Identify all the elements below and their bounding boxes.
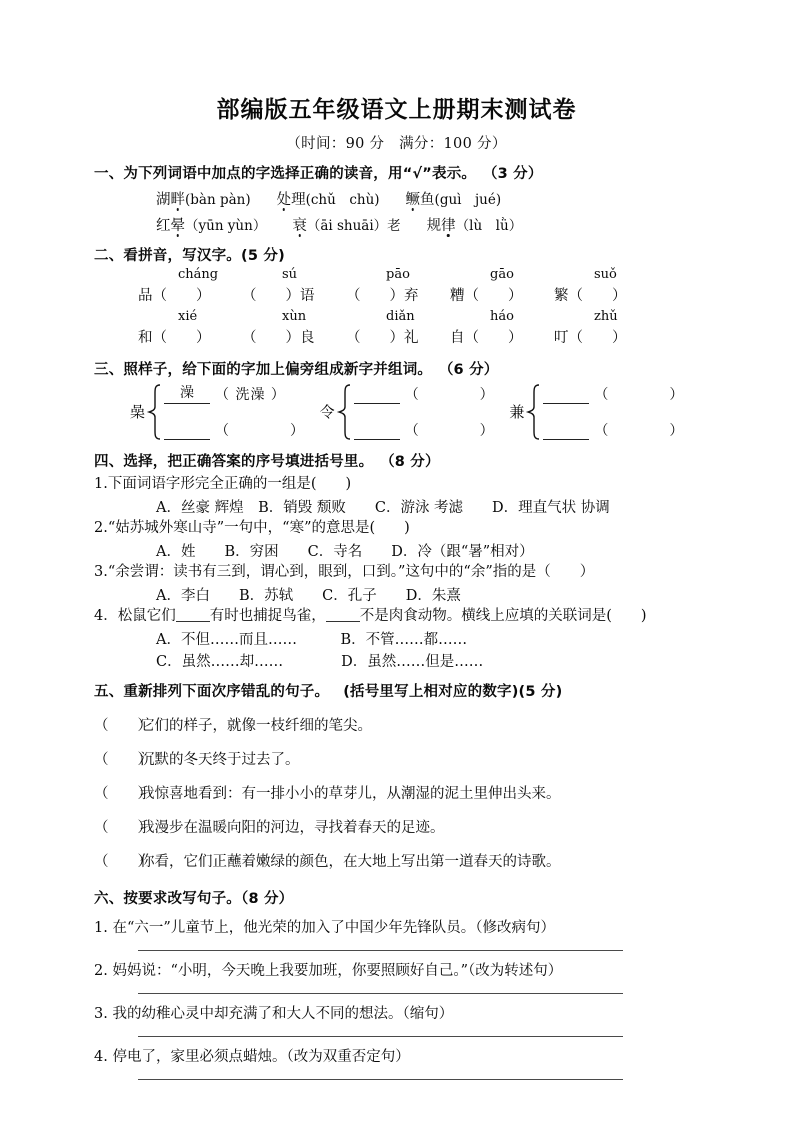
pinyin-choice-item <box>156 188 251 209</box>
pinyin-hint: cháng <box>178 266 219 282</box>
word-blank[interactable]: （ ） <box>594 386 685 403</box>
question-stem <box>94 605 699 627</box>
question-stem: 3.“余尝谓：读书有三到，谓心到，眼到，口到。”这句中的“余”指的是（ ） <box>94 563 595 580</box>
section-three-heading <box>94 358 699 379</box>
pinyin-hint: diǎn <box>386 308 415 324</box>
section-one-points: （3 分） <box>490 165 543 182</box>
character-blank-cell[interactable]: 和（ ） <box>138 329 211 346</box>
ordering-item <box>94 782 699 803</box>
ordering-item <box>94 748 699 769</box>
pinyin-options[interactable]: （yūn yùn） <box>185 217 267 234</box>
section-one-heading-text: 一、为下列词语中加点的字选择正确的读音，用“√”表示。 <box>94 165 477 182</box>
word-blank[interactable]: （ ） <box>215 422 306 439</box>
curly-brace-icon <box>336 383 354 441</box>
section-five-heading <box>94 680 699 701</box>
answer-line[interactable] <box>138 993 623 994</box>
section-five-points: (括号里写上相对应的数字)(5 分) <box>343 683 563 700</box>
new-character-blank[interactable] <box>543 385 589 404</box>
section-one-row <box>94 188 699 209</box>
fill-blank-underline[interactable] <box>326 607 360 622</box>
character-blank-cell[interactable]: 糟（ ） <box>450 287 523 304</box>
rewrite-question: 4. 停电了，家里必须点蜡烛。（改为双重否定句） <box>94 1048 410 1065</box>
radical-answer-row <box>543 420 699 440</box>
word-prefix: 湖 <box>156 191 171 208</box>
question-stem-part-c: 不是肉食动物。横线上应填的关联词是( ) <box>359 607 647 624</box>
rewrite-question: 1. 在“六一”儿童节上，他光荣的加入了中国少年先锋队员。（修改病句） <box>94 919 556 936</box>
pinyin-hint: xùn <box>282 308 307 324</box>
answer-line[interactable] <box>138 950 623 951</box>
section-one-row <box>94 214 699 235</box>
question-options[interactable]: A．姓 B．穷困 C．寺名 D．冷（跟“暑”相对） <box>156 543 534 560</box>
ordering-item <box>94 714 699 735</box>
order-number-blank[interactable]: （ ） <box>94 819 152 836</box>
pinyin-options[interactable]: (bàn pàn) <box>185 191 251 208</box>
section-two-heading: 二、看拼音，写汉字。(5 分) <box>94 247 285 264</box>
pinyin-hint: zhǔ <box>594 308 618 324</box>
character-blank-cell[interactable]: 自（ ） <box>450 329 523 346</box>
pinyin-hint-row <box>94 309 699 326</box>
pinyin-options[interactable]: (chǔ chù) <box>305 191 380 208</box>
base-character: 令 <box>319 403 335 422</box>
order-number-blank[interactable]: （ ） <box>94 717 152 734</box>
base-character: 喿 <box>130 403 146 422</box>
pinyin-options[interactable]: （lù lǜ） <box>455 217 523 234</box>
word-prefix: 红 <box>156 217 171 234</box>
answer-line[interactable] <box>138 1079 623 1080</box>
question-stem-part-b: 有时也捕捉鸟雀， <box>209 607 326 624</box>
radical-brace-group <box>509 383 699 441</box>
word-suffix: 鱼 <box>420 191 435 208</box>
word-blank[interactable]: （ ） <box>594 422 685 439</box>
base-character: 兼 <box>509 403 525 422</box>
section-three-heading-text: 三、照样子，给下面的字加上偏旁组成新字并组词。 <box>94 361 433 378</box>
section-one-heading <box>94 162 699 183</box>
ordering-item-text: 我惊喜地看到：有一排小小的草芽儿，从潮湿的泥土里伸出头来。 <box>140 785 561 802</box>
pinyin-hint: háo <box>490 308 514 324</box>
section-four-heading-text: 四、选择，把正确答案的序号填进括号里。 <box>94 453 374 470</box>
question-options[interactable]: A．丝豪 辉煌 B．销毁 颓败 C．游泳 考滤 D．理直气状 协调 <box>156 499 610 516</box>
section-four-heading <box>94 450 699 471</box>
pinyin-options[interactable]: (guì jué) <box>434 191 502 208</box>
character-blank-cell[interactable]: （ ）良 <box>242 329 315 346</box>
ordering-item-text: 沉默的冬天终于过去了。 <box>140 751 300 768</box>
curly-brace-icon <box>146 383 164 441</box>
word-prefix: 规 <box>426 217 442 234</box>
ordering-item-text: 它们的样子，就像一枝纤细的笔尖。 <box>140 717 372 734</box>
character-blank-cell[interactable]: （ ）弃 <box>346 287 419 304</box>
question-stem: 2.“姑苏城外寒山寺”一句中，“寒”的意思是( ) <box>94 519 410 536</box>
word-blank[interactable]: （ ） <box>404 386 495 403</box>
word-blank[interactable]: （ ） <box>404 422 495 439</box>
radical-answer-row <box>354 384 510 404</box>
radical-brace-group <box>130 383 320 441</box>
pinyin-choice-item <box>277 188 380 209</box>
question-options[interactable]: C．虽然……却…… D．虽然……但是…… <box>156 653 484 670</box>
section-two-row-group <box>94 309 699 349</box>
dotted-character: 处 <box>277 188 292 209</box>
new-character-blank[interactable] <box>354 421 400 440</box>
curly-brace-icon <box>525 383 543 441</box>
question-options[interactable]: A．不但……而且…… B．不管……都…… <box>156 631 468 648</box>
pinyin-hint-row <box>94 267 699 284</box>
question-options[interactable]: A．李白 B．苏轼 C．孔子 D．朱熹 <box>156 587 461 604</box>
ordering-item <box>94 816 699 837</box>
pinyin-choice-item <box>427 214 523 235</box>
radical-answer-row <box>354 420 510 440</box>
character-blank-row <box>94 326 699 349</box>
section-three-points: （6 分） <box>446 361 499 378</box>
word-blank[interactable]: （ 洗澡 ） <box>215 386 286 403</box>
pinyin-hint: xié <box>178 308 198 324</box>
section-four-points: （8 分） <box>387 453 440 470</box>
pinyin-hint: sú <box>282 266 298 282</box>
character-blank-cell[interactable]: 品（ ） <box>138 287 211 304</box>
pinyin-hint: suǒ <box>594 266 617 282</box>
rewrite-question: 3. 我的幼稚心灵中却充满了和大人不同的想法。（缩句） <box>94 1005 454 1022</box>
word-suffix: 理 <box>291 191 306 208</box>
pinyin-choice-item <box>292 214 400 235</box>
dotted-character: 律 <box>441 214 456 235</box>
ordering-item <box>94 850 699 871</box>
dotted-character: 畔 <box>171 188 186 209</box>
character-blank-cell[interactable]: 繁（ ） <box>554 287 627 304</box>
dotted-character: 晕 <box>171 214 186 235</box>
character-blank-row <box>94 284 699 307</box>
order-number-blank[interactable]: （ ） <box>94 785 152 802</box>
ordering-item-text: 你看，它们正蘸着嫩绿的颜色，在大地上写出第一道春天的诗歌。 <box>140 853 561 870</box>
rewrite-question: 2. 妈妈说：“小明，今天晚上我要加班，你要照顾好自己。”（改为转述句） <box>94 962 563 979</box>
order-number-blank[interactable]: （ ） <box>94 751 152 768</box>
fill-blank-underline[interactable] <box>176 607 210 622</box>
new-character-blank[interactable] <box>543 421 589 440</box>
character-blank-cell[interactable]: （ ）语 <box>242 287 315 304</box>
new-character-blank[interactable]: 澡 <box>164 385 210 404</box>
order-number-blank[interactable]: （ ） <box>94 853 152 870</box>
dotted-character: 鳜 <box>406 188 421 209</box>
pinyin-hint: pāo <box>386 266 410 282</box>
character-blank-cell[interactable]: 叮（ ） <box>554 329 627 346</box>
new-character-blank[interactable] <box>164 421 210 440</box>
section-two-row-group <box>94 267 699 307</box>
radical-answer-row <box>164 420 320 440</box>
pinyin-choice-item <box>406 188 502 209</box>
section-five-heading-text: 五、重新排列下面次序错乱的句子。 <box>94 683 330 700</box>
radical-brace-group <box>320 383 510 441</box>
radical-answer-row <box>543 384 699 404</box>
character-blank-cell[interactable]: （ ）礼 <box>346 329 419 346</box>
new-character-blank[interactable] <box>354 385 400 404</box>
section-six-heading: 六、按要求改写句子。（8 分） <box>94 890 294 907</box>
question-stem: 1.下面词语字形完全正确的一组是( ) <box>94 475 352 492</box>
pinyin-choice-item <box>156 214 266 235</box>
answer-line[interactable] <box>138 1036 623 1037</box>
pinyin-options[interactable]: （āi shuāi）老 <box>306 217 401 234</box>
exam-meta-subtitle: （时间：90 分 满分：100 分） <box>286 135 507 152</box>
radical-answer-row <box>164 384 320 404</box>
exam-content <box>94 162 699 1080</box>
dotted-character: 衰 <box>292 214 307 235</box>
question-stem-part-a: 4．松鼠它们 <box>94 607 176 624</box>
pinyin-hint: gāo <box>490 266 514 282</box>
page-title: 部编版五年级语文上册期末测试卷 <box>216 96 577 123</box>
ordering-item-text: 我漫步在温暖向阳的河边，寻找着春天的足迹。 <box>140 819 445 836</box>
radical-brace-groups <box>94 383 699 441</box>
